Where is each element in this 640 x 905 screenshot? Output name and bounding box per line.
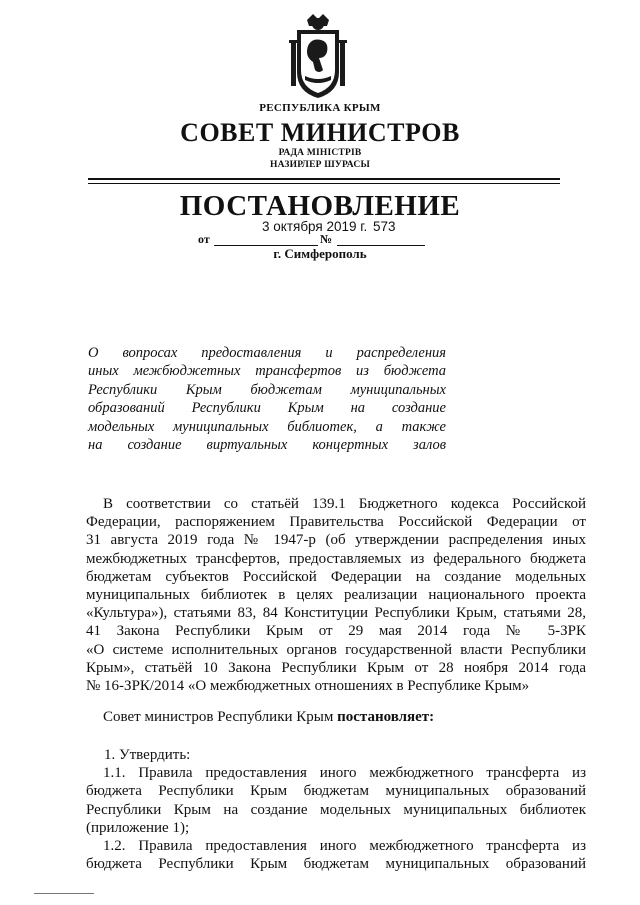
preamble-line: межбюджетных трансфертов, предоставляемых из федерального бюджета — [86, 550, 586, 567]
document-subject — [88, 344, 446, 454]
council-title-ukrainian: РАДА МІНІСТРІВ — [278, 148, 362, 158]
preamble-line: 41 Закона Республики Крым от 29 мая 2014 года № 5-ЗРК — [86, 623, 586, 640]
council-title-crimean-tatar: НАЗИРЛЕР ШУРАСЫ — [270, 160, 370, 170]
subject-line: Республики Крым бюджетам муниципальных — [88, 381, 446, 398]
preamble-line: «Культура»), статьями 83, 84 Конституции Республики Крым, статьями 28, — [86, 605, 586, 622]
document-date: 3 октября 2019 г. — [262, 219, 368, 234]
preamble-paragraph — [86, 495, 586, 695]
resolve-verb: постановляет: — [337, 709, 435, 725]
item-line: бюджета Республики Крым бюджетам муниципальных образований — [86, 856, 586, 873]
preamble-line: № 16-ЗРК/2014 «О межбюджетных отношениях в Республике Крым» — [86, 678, 530, 695]
document-number: 573 — [373, 219, 396, 234]
resolve-paragraph — [86, 708, 586, 726]
item-line: 1.2. Правила предоставления иного межбюджетного трансферта из — [103, 838, 586, 855]
document-type: ПОСТАНОВЛЕНИЕ — [179, 190, 461, 222]
header-divider-thick — [88, 178, 560, 180]
crimea-coat-of-arms-icon — [283, 12, 353, 100]
item-line: бюджета Республики Крым бюджетам муниципальных образований — [86, 783, 586, 800]
resolve-text: Совет министров Республики Крым — [103, 709, 338, 725]
preamble-line: В соответствии со статьёй 139.1 Бюджетного кодекса Российской — [103, 496, 586, 512]
subject-line: модельных муниципальных библиотек, а также — [88, 418, 446, 435]
preamble-line: Крым», статьёй 10 Закона Республики Крым от 28 ноября 2014 года — [86, 659, 586, 676]
subject-line: иных межбюджетных трансфертов из бюджета — [88, 363, 446, 380]
republic-name: РЕСПУБЛИКА КРЫМ — [259, 102, 381, 114]
subject-line: образований Республики Крым на создание — [88, 400, 446, 417]
header-divider-thin — [88, 183, 560, 184]
preamble-line: муниципальных библиотек в целях реализации национального проекта — [86, 587, 586, 604]
council-title: СОВЕТ МИНИСТРОВ — [180, 118, 460, 147]
footnote-separator — [34, 893, 94, 894]
item-line: (приложение 1); — [86, 819, 190, 836]
date-prefix: от — [198, 232, 210, 246]
subject-line: О вопросах предоставления и распределения — [88, 345, 446, 361]
approve-heading: 1. Утвердить: — [104, 747, 191, 763]
item-line: Республики Крым на создание модельных муниципальных библиотек — [86, 801, 586, 818]
subject-line: на создание виртуальных концертных залов — [88, 437, 446, 454]
number-prefix: № — [320, 232, 333, 246]
preamble-line: 31 августа 2019 года № 1947-р (об утверждении распределения иных — [86, 532, 586, 549]
preamble-line: Федерации, распоряжением Правительства Российской Федерации от — [86, 514, 586, 531]
approval-section — [86, 746, 586, 873]
item-line: 1.1. Правила предоставления иного межбюджетного трансферта из — [103, 765, 586, 782]
document-city: г. Симферополь — [273, 246, 367, 261]
preamble-line: бюджетам субъектов Российской Федерации на создание модельных — [86, 568, 586, 585]
preamble-line: «О системе исполнительных органов государственной власти Республики — [86, 641, 586, 658]
